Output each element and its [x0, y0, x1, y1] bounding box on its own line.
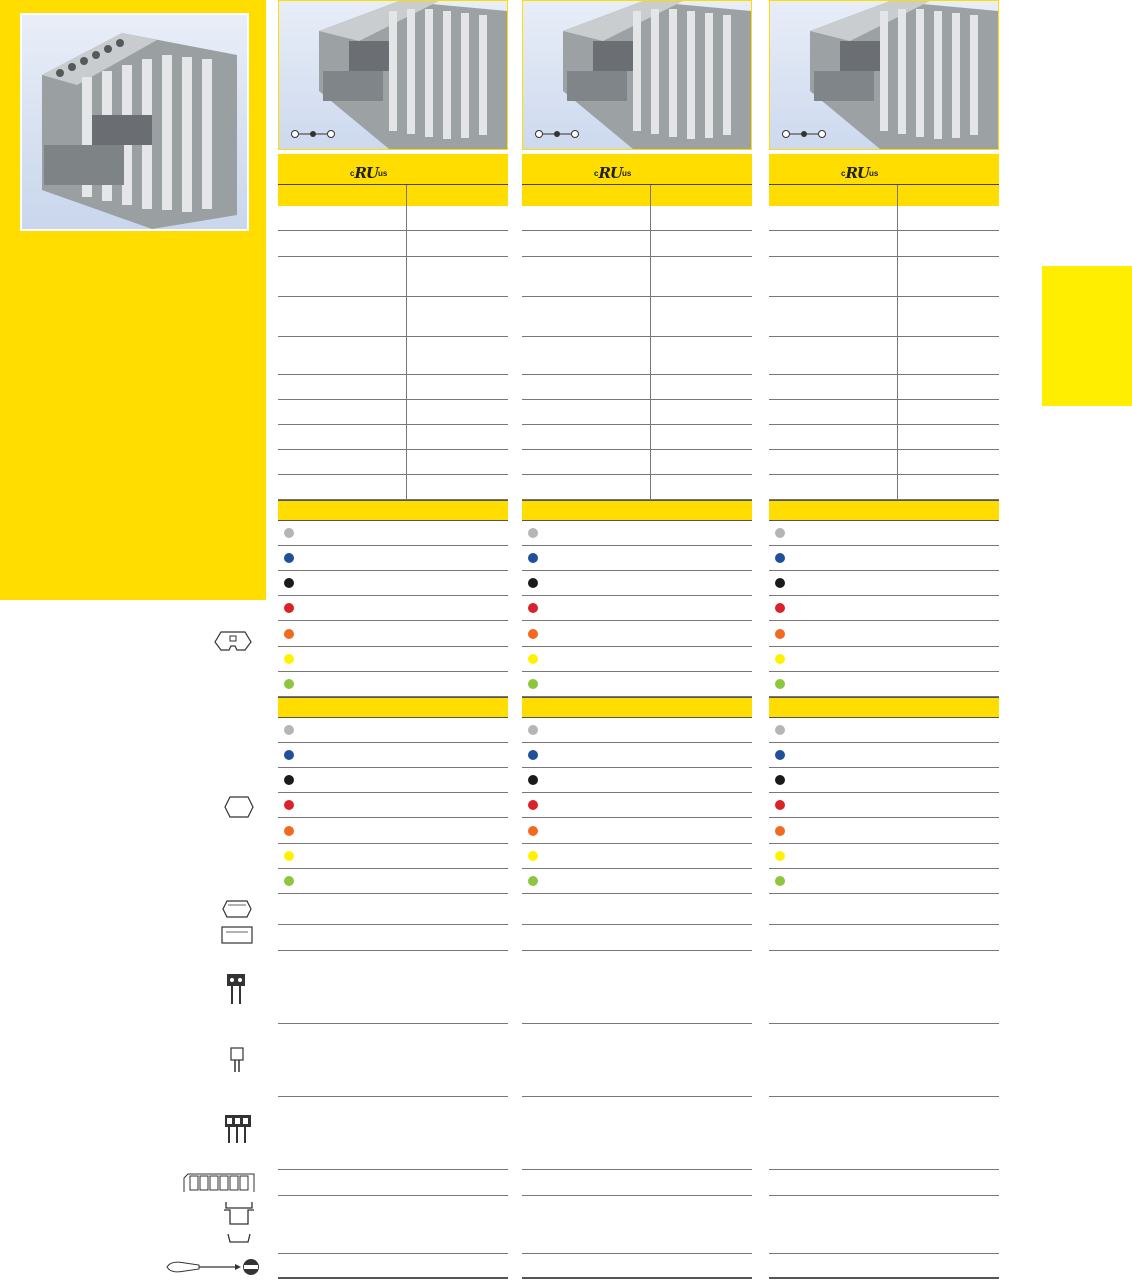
spec-row: [769, 257, 999, 297]
table-end-line: [769, 1277, 999, 1279]
color-option-row: [769, 521, 999, 546]
orange-color-dot: [775, 826, 785, 836]
marker-strip-icon: [182, 1172, 256, 1194]
color-option-row: [278, 672, 508, 697]
end-plate-colors-header: [522, 697, 752, 718]
spec-row: [278, 206, 508, 231]
spec-row: [522, 425, 752, 450]
color-option-row: [769, 596, 999, 621]
color-option-row: [522, 819, 752, 844]
spec-row: [522, 450, 752, 475]
color-option-row: [522, 793, 752, 818]
color-option-row: [278, 819, 508, 844]
accessory-row: [278, 1024, 508, 1097]
certification-band: [769, 154, 999, 185]
ul-certification-mark: [594, 162, 631, 180]
green-color-dot: [775, 679, 785, 689]
red-color-dot: [775, 800, 785, 810]
end-cover-icon: [223, 795, 255, 819]
blue-color-dot: [284, 553, 294, 563]
grey-color-dot: [284, 528, 294, 538]
circuit-schematic-icon: [290, 128, 336, 140]
accessory-row: [522, 1024, 752, 1097]
accessory-row: [769, 925, 999, 951]
spec-table-header: [278, 185, 508, 206]
grey-color-dot: [528, 725, 538, 735]
blue-color-dot: [775, 750, 785, 760]
spec-row: [769, 375, 999, 400]
spec-row: [278, 375, 508, 400]
color-option-row: [278, 571, 508, 596]
color-option-row: [769, 571, 999, 596]
color-option-row: [278, 743, 508, 768]
green-color-dot: [284, 679, 294, 689]
ul-logo: RU: [354, 164, 378, 182]
spec-row: [278, 400, 508, 425]
color-option-row: [769, 718, 999, 743]
color-option-row: [278, 546, 508, 571]
yellow-color-dot: [284, 851, 294, 861]
spec-row: [769, 400, 999, 425]
yellow-color-dot: [775, 654, 785, 664]
color-option-row: [522, 844, 752, 869]
spec-row: [278, 475, 508, 500]
spec-row: [278, 297, 508, 337]
partition-plate-icon: [220, 899, 254, 919]
accessory-row: [769, 1196, 999, 1254]
color-option-row: [769, 743, 999, 768]
grey-color-dot: [284, 725, 294, 735]
accessory-row: [769, 1024, 999, 1097]
green-color-dot: [528, 876, 538, 886]
color-option-row: [522, 622, 752, 647]
spec-row: [522, 297, 752, 337]
spec-column-divider: [897, 185, 898, 500]
black-color-dot: [284, 775, 294, 785]
color-option-row: [522, 718, 752, 743]
accessory-row: [522, 898, 752, 925]
product-column: [278, 0, 508, 1281]
green-color-dot: [528, 679, 538, 689]
red-color-dot: [528, 603, 538, 613]
spec-row: [522, 400, 752, 425]
spec-row: [522, 375, 752, 400]
accessory-row: [769, 898, 999, 925]
accessory-row: [769, 1097, 999, 1170]
ul-certification-mark: [841, 162, 878, 180]
spec-table-header: [769, 185, 999, 206]
color-option-row: [522, 647, 752, 672]
color-option-row: [522, 768, 752, 793]
ul-c-label: c: [841, 169, 846, 178]
accessory-row: [769, 1170, 999, 1196]
color-option-row: [522, 672, 752, 697]
spec-row: [278, 337, 508, 375]
certification-band: [522, 154, 752, 185]
terminal-colors-header: [769, 500, 999, 521]
circuit-schematic-icon: [534, 128, 580, 140]
orange-color-dot: [284, 629, 294, 639]
spec-row: [522, 257, 752, 297]
end-plate-colors-header: [769, 697, 999, 718]
grey-color-dot: [775, 725, 785, 735]
spec-row: [278, 257, 508, 297]
ul-us-label: us: [869, 169, 879, 178]
color-option-row: [769, 546, 999, 571]
spec-row: [769, 337, 999, 375]
grey-color-dot: [528, 528, 538, 538]
blue-color-dot: [284, 750, 294, 760]
color-option-row: [278, 844, 508, 869]
spec-row: [278, 231, 508, 257]
black-color-dot: [284, 578, 294, 588]
accessory-row: [278, 951, 508, 1024]
blue-color-dot: [775, 553, 785, 563]
color-option-row: [522, 743, 752, 768]
spec-row: [769, 425, 999, 450]
accessory-row: [278, 1170, 508, 1196]
accessory-row: [278, 925, 508, 951]
spec-row: [769, 206, 999, 231]
color-option-row: [769, 768, 999, 793]
color-option-row: [278, 768, 508, 793]
accessory-row: [769, 951, 999, 1024]
orange-color-dot: [528, 826, 538, 836]
color-option-row: [769, 793, 999, 818]
terminal-colors-header: [278, 500, 508, 521]
spec-column-divider: [406, 185, 407, 500]
spec-row: [769, 450, 999, 475]
section-tab: [1042, 266, 1132, 406]
color-option-row: [769, 819, 999, 844]
spec-row: [769, 475, 999, 500]
end-plate-icon: [213, 628, 253, 654]
accessory-row: [278, 1196, 508, 1254]
spec-row: [522, 206, 752, 231]
screwdriver-icon: [165, 1256, 262, 1278]
spec-row: [769, 297, 999, 337]
color-option-row: [769, 844, 999, 869]
color-option-row: [522, 546, 752, 571]
accessory-row: [278, 1097, 508, 1170]
orange-color-dot: [775, 629, 785, 639]
yellow-color-dot: [528, 851, 538, 861]
blue-color-dot: [528, 553, 538, 563]
spec-row: [278, 450, 508, 475]
spec-row: [278, 425, 508, 450]
black-color-dot: [528, 775, 538, 785]
spec-column-divider: [650, 185, 651, 500]
color-option-row: [522, 596, 752, 621]
certification-band: [278, 154, 508, 185]
red-color-dot: [528, 800, 538, 810]
yellow-color-dot: [775, 851, 785, 861]
red-color-dot: [284, 800, 294, 810]
din-rail-icon: [222, 1200, 256, 1248]
terminal-colors-header: [522, 500, 752, 521]
end-plate-colors-header: [278, 697, 508, 718]
ul-c-label: c: [350, 169, 355, 178]
color-option-row: [278, 521, 508, 546]
jumper-bar-3-pole-icon: [223, 1113, 253, 1145]
black-color-dot: [775, 578, 785, 588]
accessory-row: [278, 898, 508, 925]
spec-row: [769, 231, 999, 257]
ul-c-label: c: [594, 169, 599, 178]
yellow-color-dot: [284, 654, 294, 664]
color-option-row: [769, 622, 999, 647]
yellow-color-dot: [528, 654, 538, 664]
spec-row: [522, 475, 752, 500]
ul-us-label: us: [622, 169, 632, 178]
table-end-line: [522, 1277, 752, 1279]
red-color-dot: [775, 603, 785, 613]
product-photo-main: [20, 13, 249, 231]
product-column: [522, 0, 752, 1281]
green-color-dot: [284, 876, 294, 886]
jumper-bar-1-pole-icon: [229, 1046, 245, 1074]
mounting-rail-cover-icon: [220, 925, 254, 945]
color-option-row: [769, 672, 999, 697]
color-option-row: [278, 596, 508, 621]
blue-color-dot: [528, 750, 538, 760]
ul-us-label: us: [378, 169, 388, 178]
color-option-row: [522, 521, 752, 546]
product-column: [769, 0, 999, 1281]
accessory-row: [522, 1170, 752, 1196]
accessory-row: [522, 925, 752, 951]
orange-color-dot: [284, 826, 294, 836]
color-option-row: [278, 622, 508, 647]
circuit-schematic-icon: [781, 128, 827, 140]
color-option-row: [278, 647, 508, 672]
spec-table-header: [522, 185, 752, 206]
green-color-dot: [775, 876, 785, 886]
accessory-row: [522, 1196, 752, 1254]
black-color-dot: [775, 775, 785, 785]
red-color-dot: [284, 603, 294, 613]
ul-logo: RU: [845, 164, 869, 182]
table-end-line: [278, 1277, 508, 1279]
spec-row: [522, 231, 752, 257]
orange-color-dot: [528, 629, 538, 639]
ul-logo: RU: [598, 164, 622, 182]
ul-certification-mark: [350, 162, 387, 180]
color-option-row: [769, 869, 999, 894]
grey-color-dot: [775, 528, 785, 538]
color-option-row: [522, 571, 752, 596]
black-color-dot: [528, 578, 538, 588]
color-option-row: [769, 647, 999, 672]
color-option-row: [278, 718, 508, 743]
color-option-row: [522, 869, 752, 894]
color-option-row: [278, 869, 508, 894]
accessory-row: [522, 1097, 752, 1170]
spec-row: [522, 337, 752, 375]
accessory-row: [522, 951, 752, 1024]
jumper-bar-2-pole-icon: [225, 972, 247, 1006]
color-option-row: [278, 793, 508, 818]
